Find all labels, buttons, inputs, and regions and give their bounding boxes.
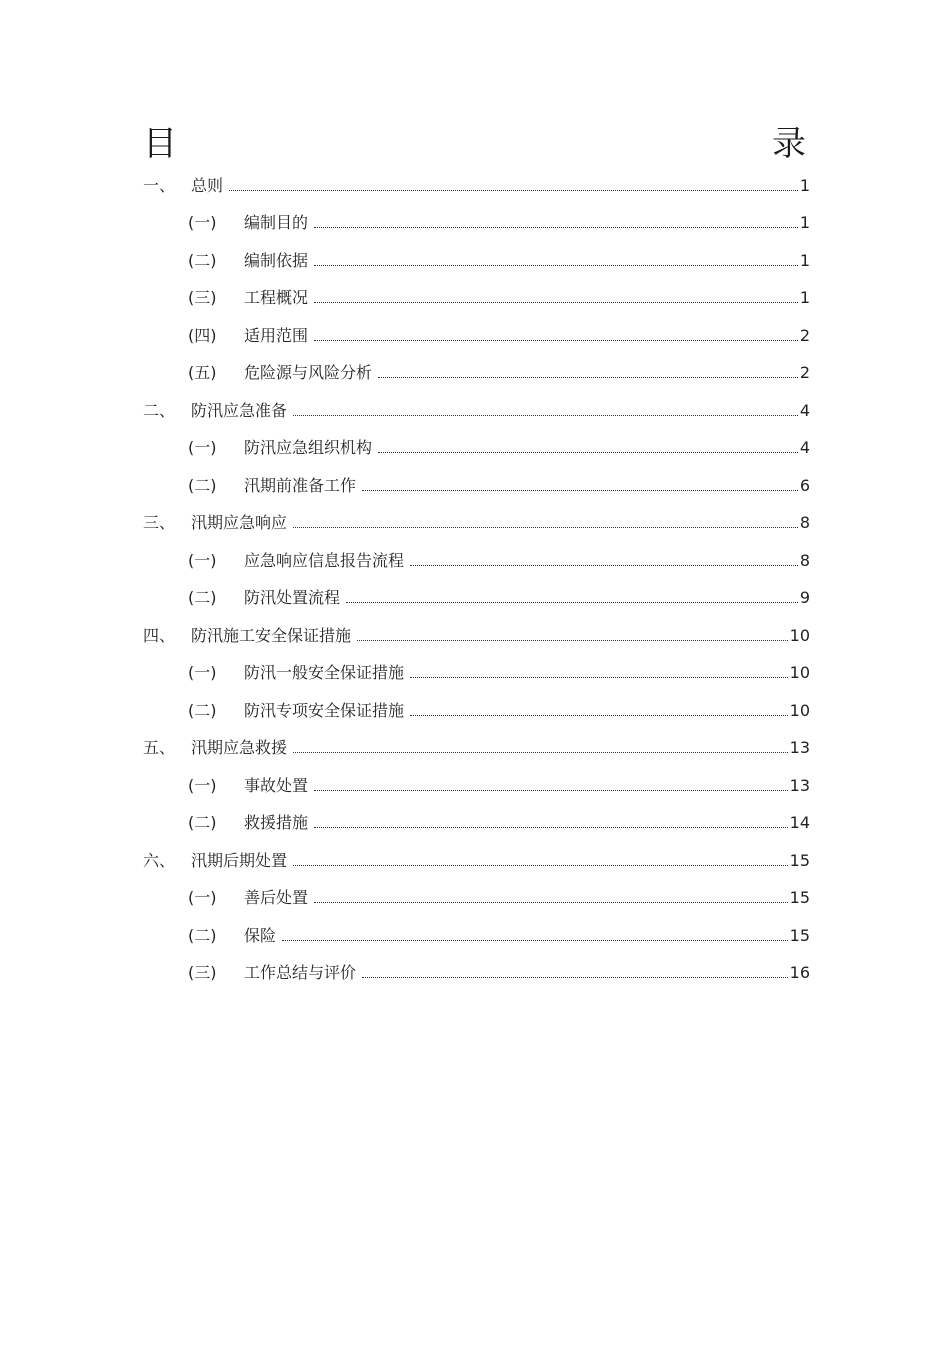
toc-entry-number: (三) xyxy=(188,288,217,308)
toc-entry-number: (三) xyxy=(188,963,217,983)
toc-entry-label: 适用范围 xyxy=(244,325,309,345)
toc-entry-page-number: 13 xyxy=(789,775,810,795)
toc-entry-label: 危险源与风险分析 xyxy=(244,363,373,383)
toc-chapter-entry[interactable] xyxy=(0,617,950,655)
toc-entry-page-number: 1 xyxy=(799,288,810,308)
toc-entry-page-number: 10 xyxy=(789,663,810,683)
toc-section-entry[interactable] xyxy=(0,805,950,843)
toc-entry-label: 防汛处置流程 xyxy=(244,588,341,608)
toc-entry-label: 防汛一般安全保证措施 xyxy=(244,663,405,683)
toc-entry-number: (二) xyxy=(188,700,217,720)
toc-section-entry[interactable] xyxy=(0,467,950,505)
table-of-contents xyxy=(0,167,950,992)
toc-entry-number: (一) xyxy=(188,550,217,570)
toc-entry-label: 应急响应信息报告流程 xyxy=(244,550,405,570)
toc-entry-page-number: 2 xyxy=(799,363,810,383)
toc-entry-page-number: 4 xyxy=(799,400,810,420)
toc-entry-label: 防汛应急组织机构 xyxy=(244,438,373,458)
toc-dot-leader xyxy=(410,676,788,678)
toc-entry-label: 工程概况 xyxy=(244,288,309,308)
toc-entry-label: 汛期后期处置 xyxy=(191,850,288,870)
toc-section-entry[interactable] xyxy=(0,542,950,580)
toc-entry-label: 善后处置 xyxy=(244,888,309,908)
toc-section-entry[interactable] xyxy=(0,317,950,355)
toc-dot-leader xyxy=(293,526,798,528)
toc-entry-label: 防汛专项安全保证措施 xyxy=(244,700,405,720)
toc-dot-leader xyxy=(293,751,788,753)
toc-entry-label: 保险 xyxy=(244,925,277,945)
toc-entry-label: 汛期前准备工作 xyxy=(244,475,357,495)
toc-dot-leader xyxy=(229,189,798,191)
toc-dot-leader xyxy=(378,451,798,453)
toc-entry-label: 事故处置 xyxy=(244,775,309,795)
toc-section-entry[interactable] xyxy=(0,580,950,618)
toc-entry-number: 三、 xyxy=(143,513,176,533)
toc-entry-page-number: 15 xyxy=(789,925,810,945)
toc-dot-leader xyxy=(410,564,798,566)
toc-dot-leader xyxy=(314,901,788,903)
toc-entry-label: 工作总结与评价 xyxy=(244,963,357,983)
toc-entry-page-number: 1 xyxy=(799,250,810,270)
toc-entry-label: 防汛应急准备 xyxy=(191,400,288,420)
toc-dot-leader xyxy=(282,939,788,941)
toc-dot-leader xyxy=(314,789,788,791)
toc-entry-page-number: 16 xyxy=(789,963,810,983)
toc-dot-leader xyxy=(293,414,798,416)
toc-entry-number: (一) xyxy=(188,663,217,683)
toc-section-entry[interactable] xyxy=(0,355,950,393)
toc-entry-page-number: 15 xyxy=(789,888,810,908)
toc-entry-label: 编制目的 xyxy=(244,213,309,233)
toc-entry-page-number: 1 xyxy=(799,175,810,195)
toc-entry-label: 汛期应急响应 xyxy=(191,513,288,533)
toc-section-entry[interactable] xyxy=(0,917,950,955)
toc-dot-leader xyxy=(314,339,798,341)
toc-chapter-entry[interactable] xyxy=(0,167,950,205)
toc-section-entry[interactable] xyxy=(0,430,950,468)
toc-entry-number: (五) xyxy=(188,363,217,383)
toc-dot-leader xyxy=(378,376,798,378)
toc-entry-page-number: 4 xyxy=(799,438,810,458)
toc-section-entry[interactable] xyxy=(0,655,950,693)
toc-section-entry[interactable] xyxy=(0,767,950,805)
toc-section-entry[interactable] xyxy=(0,955,950,993)
toc-entry-page-number: 13 xyxy=(789,738,810,758)
toc-dot-leader xyxy=(362,489,798,491)
toc-chapter-entry[interactable] xyxy=(0,392,950,430)
toc-dot-leader xyxy=(346,601,798,603)
toc-entry-number: (二) xyxy=(188,588,217,608)
toc-entry-number: (一) xyxy=(188,775,217,795)
toc-entry-number: 二、 xyxy=(143,400,176,420)
toc-entry-label: 汛期应急救援 xyxy=(191,738,288,758)
toc-entry-number: (一) xyxy=(188,888,217,908)
toc-section-entry[interactable] xyxy=(0,242,950,280)
toc-entry-number: (二) xyxy=(188,925,217,945)
toc-title xyxy=(143,122,806,166)
toc-entry-number: (一) xyxy=(188,438,217,458)
toc-section-entry[interactable] xyxy=(0,692,950,730)
toc-entry-page-number: 15 xyxy=(789,850,810,870)
toc-entry-number: (四) xyxy=(188,325,217,345)
toc-entry-page-number: 9 xyxy=(799,588,810,608)
toc-section-entry[interactable] xyxy=(0,880,950,918)
toc-dot-leader xyxy=(410,714,788,716)
toc-entry-number: 六、 xyxy=(143,850,176,870)
toc-entry-label: 救援措施 xyxy=(244,813,309,833)
toc-entry-page-number: 2 xyxy=(799,325,810,345)
toc-section-entry[interactable] xyxy=(0,280,950,318)
toc-entry-number: (二) xyxy=(188,475,217,495)
toc-entry-number: 五、 xyxy=(143,738,176,758)
toc-dot-leader xyxy=(314,826,788,828)
toc-entry-page-number: 8 xyxy=(799,513,810,533)
toc-dot-leader xyxy=(314,226,798,228)
toc-chapter-entry[interactable] xyxy=(0,842,950,880)
toc-entry-label: 编制依据 xyxy=(244,250,309,270)
toc-dot-leader xyxy=(293,864,788,866)
toc-title-right: 录 xyxy=(772,124,806,164)
toc-dot-leader xyxy=(362,976,788,978)
toc-entry-number: 四、 xyxy=(143,625,176,645)
toc-dot-leader xyxy=(357,639,788,641)
toc-entry-page-number: 6 xyxy=(799,475,810,495)
toc-entry-page-number: 14 xyxy=(789,813,810,833)
toc-dot-leader xyxy=(314,264,798,266)
toc-entry-label: 防汛施工安全保证措施 xyxy=(191,625,352,645)
toc-entry-page-number: 8 xyxy=(799,550,810,570)
toc-entry-page-number: 10 xyxy=(789,625,810,645)
toc-title-left: 目 xyxy=(143,124,177,164)
toc-chapter-entry[interactable] xyxy=(0,505,950,543)
toc-chapter-entry[interactable] xyxy=(0,730,950,768)
toc-dot-leader xyxy=(314,301,798,303)
toc-entry-page-number: 1 xyxy=(799,213,810,233)
toc-entry-number: (二) xyxy=(188,813,217,833)
toc-entry-number: 一、 xyxy=(143,175,176,195)
toc-entry-number: (一) xyxy=(188,213,217,233)
toc-entry-number: (二) xyxy=(188,250,217,270)
toc-entry-page-number: 10 xyxy=(789,700,810,720)
toc-section-entry[interactable] xyxy=(0,205,950,243)
toc-entry-label: 总则 xyxy=(191,175,224,195)
